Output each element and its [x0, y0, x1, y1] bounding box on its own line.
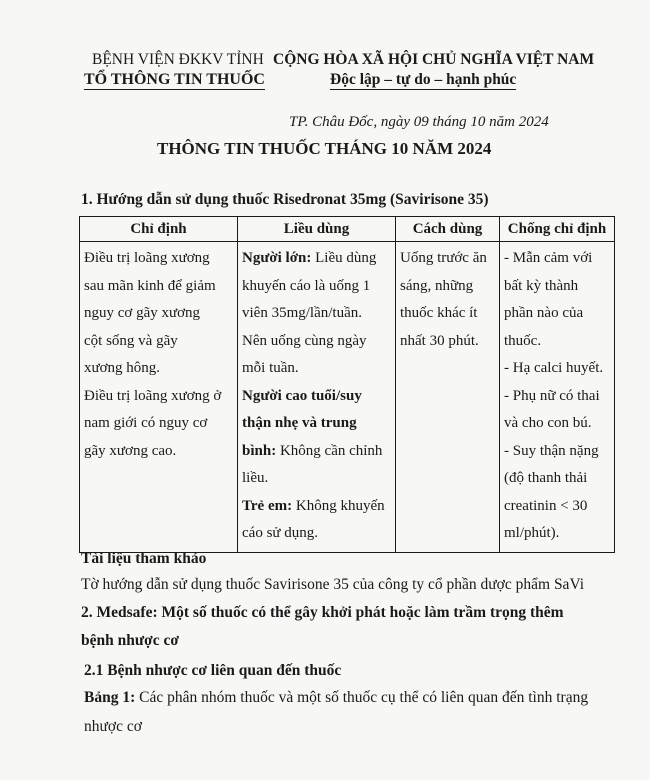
text-line: (độ thanh thải — [504, 470, 588, 486]
table1-label: Bảng 1: — [84, 689, 136, 706]
section1-heading: 1. Hướng dẫn sử dụng thuốc Risedronat 35mg (Savirisone 35) — [81, 191, 489, 208]
text-line: khuyến cáo là uống 1 — [242, 277, 371, 294]
text-line: mỗi tuần. — [242, 360, 299, 376]
section2-heading: 2. Medsafe: Một số thuốc có thể gây khởi phát hoặc làm trầm trọng thêm — [81, 604, 564, 621]
references-heading: Tài liệu tham khảo — [81, 550, 207, 567]
child-label: Trẻ em: — [242, 497, 293, 514]
text-line: - Hạ calci huyết. — [504, 360, 604, 376]
drug-info-table — [79, 216, 615, 553]
text-line: Điều trị loãng xương — [84, 250, 210, 266]
text-line: - Suy thận nặng — [504, 442, 599, 459]
text-line: nhất 30 phút. — [400, 332, 479, 349]
text-line: gãy xương cao. — [84, 442, 177, 459]
adult-text: Liều dùng — [311, 250, 377, 266]
table1-caption-cont: nhược cơ — [84, 718, 142, 735]
text-line: phần nào của — [504, 305, 584, 321]
text-line: ml/phút). — [504, 525, 560, 541]
col-header-indication: Chỉ định — [80, 217, 238, 242]
text-line: thuốc. — [504, 332, 542, 349]
text-line: cột sống và gãy — [84, 332, 178, 349]
national-title: CỘNG HÒA XÃ HỘI CHỦ NGHĨA VIỆT NAM — [273, 51, 595, 68]
page-title: THÔNG TIN THUỐC THÁNG 10 NĂM 2024 — [157, 139, 492, 158]
national-motto: Độc lập – tự do – hạnh phúc — [330, 71, 517, 88]
text-line: nam giới có nguy cơ — [84, 415, 208, 431]
text-line: bất kỳ thành — [504, 277, 579, 294]
col-header-dosage: Liều dùng — [238, 217, 396, 242]
elderly-text: Không cần chỉnh — [276, 442, 383, 459]
text-line: cáo sử dụng. — [242, 525, 319, 541]
elderly-label: Người cao tuổi/suy — [242, 387, 362, 404]
text-line — [242, 245, 391, 273]
text-line: Điều trị loãng xương ở — [84, 387, 222, 404]
date-line: TP. Châu Đốc, ngày 09 tháng 10 năm 2024 — [289, 114, 549, 130]
text-line: sau mãn kinh để giảm — [84, 277, 216, 294]
elderly-label: thận nhẹ và trung — [242, 415, 357, 431]
text-line: và cho con bú. — [504, 415, 592, 431]
child-text: Không khuyến — [292, 497, 385, 514]
text-line: Uống trước ăn — [400, 250, 487, 266]
text-line: Nên uống cùng ngày — [242, 332, 367, 349]
org-name-line2: TỔ THÔNG TIN THUỐC — [84, 71, 265, 88]
text-line: sáng, những — [400, 277, 474, 294]
cell-administration — [396, 242, 500, 553]
references-text: Tờ hướng dẫn sử dụng thuốc Savirisone 35 của công ty cổ phần dược phẩm SaVi — [81, 576, 585, 593]
text-line: nguy cơ gãy xương — [84, 305, 201, 321]
text-line: liều. — [242, 470, 269, 486]
org-name-line1: BỆNH VIỆN ĐKKV TỈNH — [92, 51, 264, 68]
text-line — [242, 493, 391, 521]
text-line: xương hông. — [84, 360, 161, 376]
table-header-row — [80, 217, 615, 242]
text-line — [242, 438, 391, 466]
col-header-contraindication: Chống chỉ định — [500, 217, 615, 242]
text-line: - Phụ nữ có thai — [504, 387, 600, 404]
table-row — [80, 242, 615, 553]
text-line: creatinin < 30 — [504, 497, 588, 514]
table1-caption — [84, 689, 588, 707]
col-header-administration: Cách dùng — [396, 217, 500, 242]
text-line: viên 35mg/lần/tuần. — [242, 305, 362, 321]
text-line: - Mẫn cảm với — [504, 250, 593, 266]
adult-label: Người lớn: — [242, 250, 312, 266]
section21-heading: 2.1 Bệnh nhược cơ liên quan đến thuốc — [84, 662, 342, 679]
section2-heading-cont: bệnh nhược cơ — [81, 632, 179, 649]
table1-caption-text: Các phân nhóm thuốc và một số thuốc cụ thể có liên quan đến tình trạng — [135, 689, 589, 706]
text-line: thuốc khác ít — [400, 305, 478, 321]
cell-dosage — [238, 242, 396, 553]
cell-contraindication — [500, 242, 615, 553]
cell-indication — [80, 242, 238, 553]
elderly-label: bình: — [242, 442, 277, 459]
